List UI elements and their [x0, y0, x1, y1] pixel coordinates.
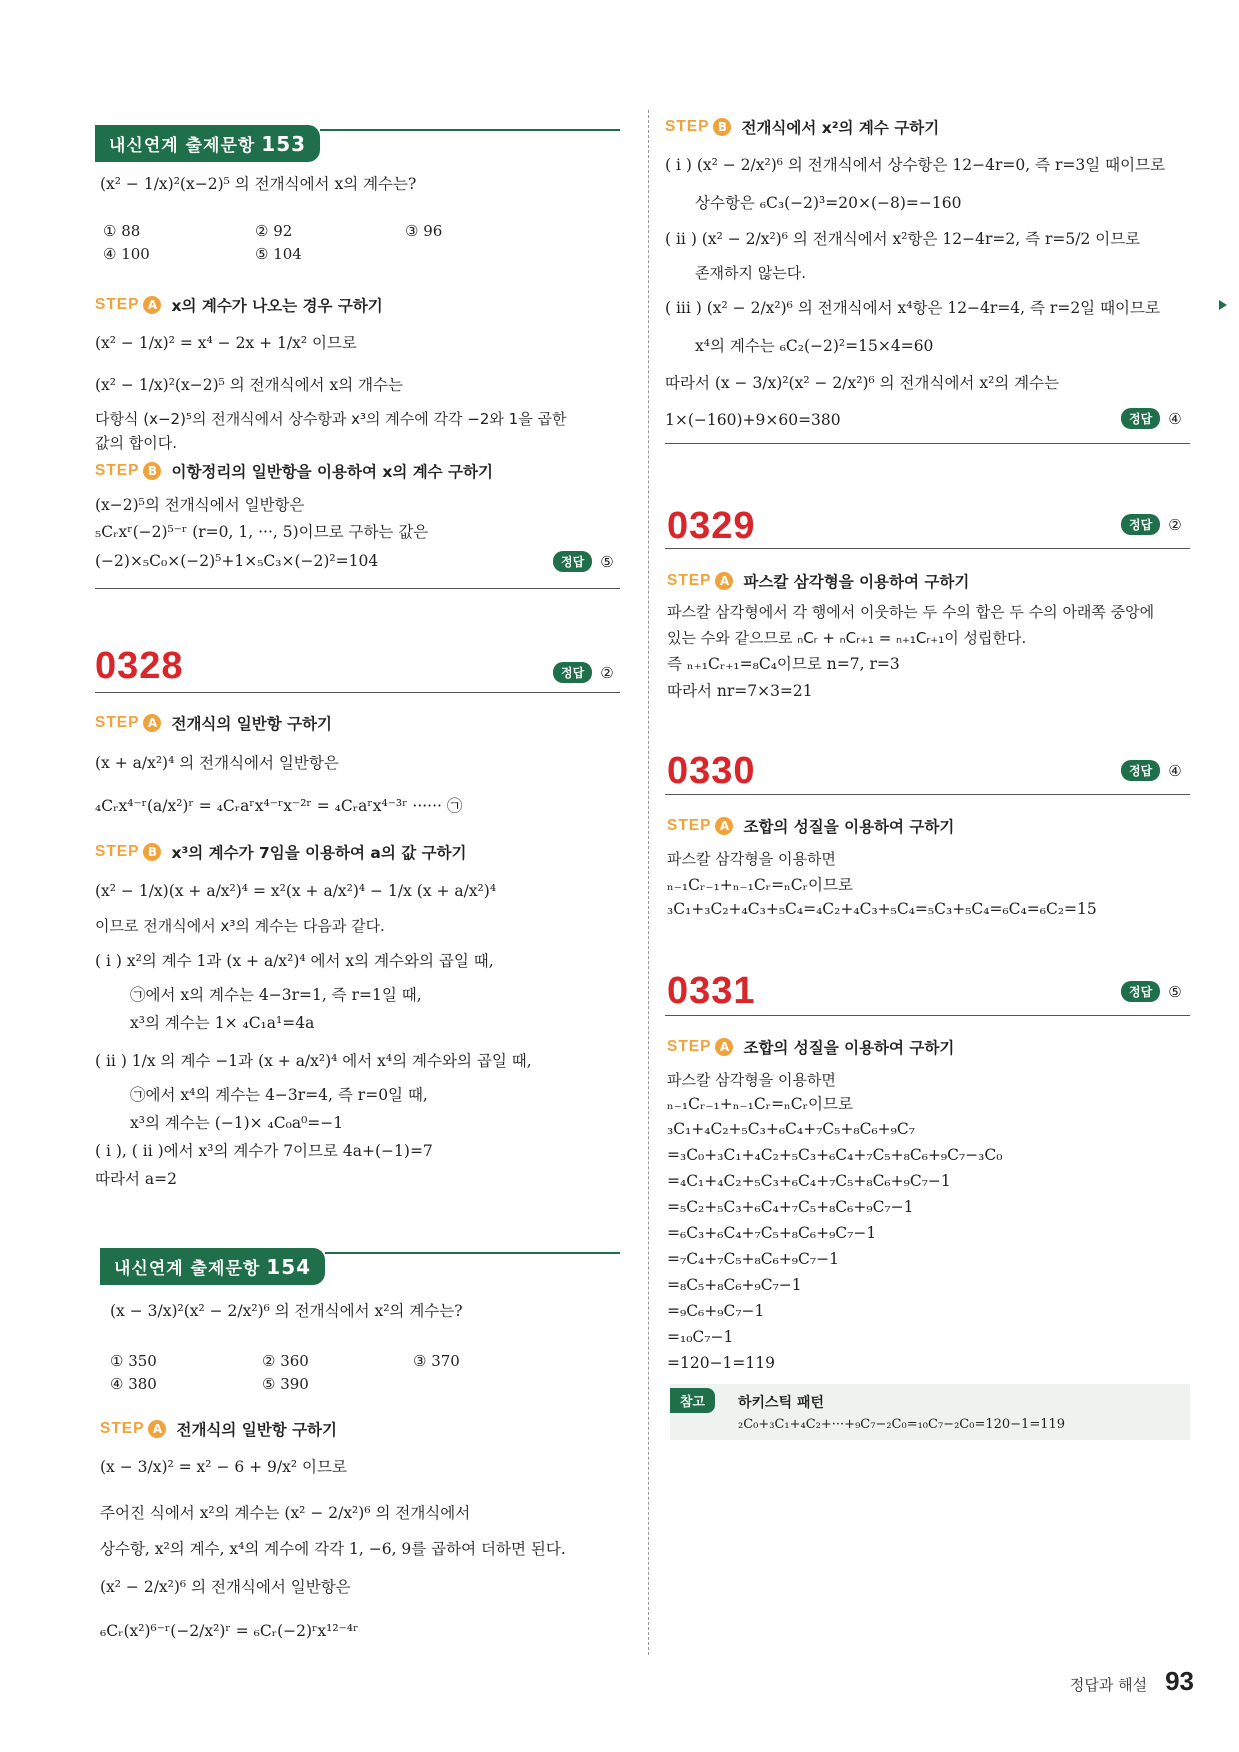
solution-line: 따라서 nr=7×3=21 — [667, 682, 813, 700]
solution-line: (x² − 1/x)²(x−2)⁵ 의 전개식에서 x의 개수는 — [95, 376, 404, 394]
page-edge-marker — [1219, 300, 1227, 310]
step-tag: STEP — [95, 462, 140, 479]
answer-value: ② — [1168, 515, 1182, 534]
step-b-heading — [665, 116, 939, 138]
step-title: x의 계수가 나오는 경우 구하기 — [171, 297, 383, 315]
solution-line: (x² − 1/x)(x + a/x²)⁴ = x²(x + a/x²)⁴ − 1/x (x + a/x²)⁴ — [95, 882, 497, 900]
step-tag: STEP — [95, 843, 140, 860]
step-b-heading — [95, 841, 467, 863]
answer-badge: 정답 — [1121, 408, 1160, 429]
solution-line: 상수항, x²의 계수, x⁴의 계수에 각각 1, −6, 9를 곱하여 더하면 된다. — [100, 1540, 566, 1558]
solution-line: ₆Cᵣ(x²)⁶⁻ʳ(−2/x²)ʳ = ₆Cᵣ(−2)ʳx¹²⁻⁴ʳ — [100, 1622, 359, 1640]
answer-value: ⑤ — [1168, 982, 1182, 1001]
solution-line: 1×(−160)+9×60=380 — [665, 411, 841, 429]
step-title: 전개식의 일반항 구하기 — [171, 715, 333, 733]
solution-line: x³의 계수는 1× ₄C₁a¹=4a — [130, 1014, 315, 1032]
step-tag: STEP — [100, 1420, 145, 1437]
choice-2: ② 92 — [255, 222, 293, 240]
problem-number: 0331 — [667, 970, 756, 1012]
answer-0328 — [553, 662, 614, 683]
solution-line: 따라서 (x − 3/x)²(x² − 2/x²)⁶ 의 전개식에서 x²의 계수는 — [665, 374, 1060, 392]
step-a-heading — [667, 1036, 954, 1058]
step-letter: A — [715, 572, 733, 590]
step-letter: A — [148, 1420, 166, 1438]
solution-line: ₅Cᵣxʳ(−2)⁵⁻ʳ (r=0, 1, ···, 5)이므로 구하는 값은 — [95, 523, 429, 541]
box-label — [100, 1248, 325, 1285]
solution-line: 존재하지 않는다. — [695, 264, 806, 282]
column-divider — [648, 110, 649, 1655]
answer-badge: 정답 — [553, 551, 592, 572]
reference-note — [670, 1384, 1190, 1440]
problem-rule — [95, 692, 620, 693]
problem-number: 0328 — [95, 645, 184, 687]
solution-line: =120−1=119 — [667, 1354, 775, 1372]
page-footer — [1070, 1666, 1194, 1697]
section-divider — [95, 588, 620, 589]
question-153: (x² − 1/x)²(x−2)⁵ 의 전개식에서 x의 계수는? — [100, 175, 417, 193]
solution-line: =₉C₆+₉C₇−1 — [667, 1302, 765, 1320]
step-a-heading — [100, 1418, 337, 1440]
section-divider — [665, 443, 1190, 444]
problem-rule — [665, 1015, 1190, 1016]
solution-line: =₅C₂+₅C₃+₆C₄+₇C₅+₈C₆+₉C₇−1 — [667, 1198, 914, 1216]
solution-line: x³의 계수는 (−1)× ₄C₀a⁰=−1 — [130, 1114, 344, 1132]
solution-line: (x − 3/x)² = x² − 6 + 9/x² 이므로 — [100, 1458, 347, 1476]
choice-4: ④ 100 — [103, 245, 150, 263]
answer-value: ② — [600, 663, 614, 682]
footer-label: 정답과 해설 — [1069, 1676, 1148, 1694]
question-154: (x − 3/x)²(x² − 2/x²)⁶ 의 전개식에서 x²의 계수는? — [110, 1302, 463, 1320]
solution-line: 값의 합이다. — [95, 434, 177, 452]
solution-line: (x² − 2/x²)⁶ 의 전개식에서 일반항은 — [100, 1578, 351, 1596]
solution-line: =₃C₀+₃C₁+₄C₂+₅C₃+₆C₄+₇C₅+₈C₆+₉C₇−₃C₀ — [667, 1146, 1003, 1164]
step-a-heading — [95, 294, 383, 316]
answer-badge: 정답 — [1121, 981, 1160, 1002]
solution-line: ₙ₋₁Cᵣ₋₁+ₙ₋₁Cᵣ=ₙCᵣ이므로 — [667, 876, 853, 894]
solution-line: ㉠에서 x⁴의 계수는 4−3r=4, 즉 r=0일 때, — [130, 1086, 428, 1104]
problem-rule — [665, 548, 1190, 549]
choice-3: ③ 96 — [405, 222, 443, 240]
box-rule — [325, 1252, 620, 1254]
solution-line: =₆C₃+₆C₄+₇C₅+₈C₆+₉C₇−1 — [667, 1224, 877, 1242]
step-title: 조합의 성질을 이용하여 구하기 — [743, 1039, 955, 1057]
step-title: 조합의 성질을 이용하여 구하기 — [743, 818, 955, 836]
solution-line: (−2)×₅C₀×(−2)⁵+1×₅C₃×(−2)²=104 — [95, 552, 379, 570]
step-title: 전개식에서 x²의 계수 구하기 — [741, 119, 940, 137]
step-letter: A — [143, 296, 161, 314]
box-label-text: 내신연계 출제문항 — [109, 136, 256, 156]
choice-5: ⑤ 104 — [255, 245, 302, 263]
problem-number: 0330 — [667, 750, 756, 792]
answer-value: ④ — [1168, 761, 1182, 780]
step-title: x³의 계수가 7임을 이용하여 a의 값 구하기 — [171, 844, 467, 862]
answer-0329 — [1121, 514, 1182, 535]
page-number: 93 — [1165, 1666, 1194, 1696]
step-letter: A — [143, 714, 161, 732]
solution-line: 있는 수와 같으므로 ₙCᵣ + ₙCᵣ₊₁ = ₙ₊₁Cᵣ₊₁이 성립한다. — [667, 629, 1027, 647]
box-154-header — [100, 1248, 620, 1285]
solution-line: 이므로 전개식에서 x³의 계수는 다음과 같다. — [95, 917, 385, 935]
answer-153 — [553, 551, 614, 572]
solution-line: (x + a/x²)⁴ 의 전개식에서 일반항은 — [95, 754, 339, 772]
reference-title: 하키스틱 패턴 — [738, 1395, 825, 1411]
solution-line: ( i ), ( ii )에서 x³의 계수가 7이므로 4a+(−1)=7 — [95, 1142, 433, 1160]
box-number: 154 — [266, 1255, 312, 1279]
solution-line: =₄C₁+₄C₂+₅C₃+₆C₄+₇C₅+₈C₆+₉C₇−1 — [667, 1172, 951, 1190]
step-tag: STEP — [665, 118, 710, 135]
choice-5: ⑤ 390 — [262, 1375, 309, 1393]
step-title: 전개식의 일반항 구하기 — [176, 1421, 338, 1439]
step-letter: A — [715, 817, 733, 835]
solution-line: =₁₀C₇−1 — [667, 1328, 734, 1346]
step-tag: STEP — [667, 572, 712, 589]
solution-line: ( ii ) 1/x 의 계수 −1과 (x + a/x²)⁴ 에서 x⁴의 계수와의 곱일 때, — [95, 1052, 532, 1070]
reference-tag: 참고 — [670, 1388, 715, 1413]
solution-line: ( i ) x²의 계수 1과 (x + a/x²)⁴ 에서 x의 계수와의 곱일 때, — [95, 952, 494, 970]
step-b-heading — [95, 460, 493, 482]
choice-4: ④ 380 — [110, 1375, 157, 1393]
solution-line: 파스칼 삼각형을 이용하면 — [667, 850, 836, 868]
step-title: 이항정리의 일반항을 이용하여 x의 계수 구하기 — [171, 463, 493, 481]
problem-rule — [665, 794, 1190, 795]
solution-line: 상수항은 ₆C₃(−2)³=20×(−8)=−160 — [695, 194, 962, 212]
solution-line: (x² − 1/x)² = x⁴ − 2x + 1/x² 이므로 — [95, 334, 357, 352]
choice-1: ① 88 — [103, 222, 141, 240]
solution-line: 즉 ₙ₊₁Cᵣ₊₁=₈C₄이므로 n=7, r=3 — [667, 655, 900, 673]
answer-0330 — [1121, 760, 1182, 781]
step-letter: A — [715, 1038, 733, 1056]
step-tag: STEP — [667, 1038, 712, 1055]
answer-badge: 정답 — [553, 662, 592, 683]
solution-line: 다항식 (x−2)⁵의 전개식에서 상수항과 x³의 계수에 각각 −2와 1을 곱한 — [95, 410, 567, 428]
solution-line: ( i ) (x² − 2/x²)⁶ 의 전개식에서 상수항은 12−4r=0, 즉 r=3일 때이므로 — [665, 156, 1166, 174]
solution-line: ㉠에서 x의 계수는 4−3r=1, 즉 r=1일 때, — [130, 986, 422, 1004]
problem-number: 0329 — [667, 505, 756, 547]
answer-0331 — [1121, 981, 1182, 1002]
solution-line: =₇C₄+₇C₅+₈C₆+₉C₇−1 — [667, 1250, 839, 1268]
answer-154 — [1121, 408, 1182, 429]
choice-2: ② 360 — [262, 1352, 309, 1370]
answer-badge: 정답 — [1121, 760, 1160, 781]
solution-line: 파스칼 삼각형을 이용하면 — [667, 1071, 836, 1089]
solution-line: (x−2)⁵의 전개식에서 일반항은 — [95, 496, 305, 514]
solution-line: ( ii ) (x² − 2/x²)⁶ 의 전개식에서 x²항은 12−4r=2, 즉 r=5/2 이므로 — [665, 230, 1141, 248]
box-label — [95, 125, 320, 162]
box-153-header — [95, 125, 620, 162]
step-a-heading — [95, 712, 332, 734]
step-letter: B — [143, 843, 161, 861]
solution-line: x⁴의 계수는 ₆C₂(−2)²=15×4=60 — [695, 337, 934, 355]
solution-line: 따라서 a=2 — [95, 1170, 177, 1188]
solution-line: ( iii ) (x² − 2/x²)⁶ 의 전개식에서 x⁴항은 12−4r=4, 즉 r=2일 때이므로 — [665, 299, 1160, 317]
step-tag: STEP — [95, 296, 140, 313]
step-tag: STEP — [95, 714, 140, 731]
solution-line: ₃C₁+₃C₂+₄C₃+₅C₄=₄C₂+₄C₃+₅C₄=₅C₃+₅C₄=₆C₄=₆C₂=15 — [667, 900, 1097, 918]
box-rule — [320, 129, 620, 131]
step-tag: STEP — [667, 817, 712, 834]
step-letter: B — [143, 462, 161, 480]
solution-line: ₙ₋₁Cᵣ₋₁+ₙ₋₁Cᵣ=ₙCᵣ이므로 — [667, 1095, 853, 1113]
solution-line: ₃C₁+₄C₂+₅C₃+₆C₄+₇C₅+₈C₆+₉C₇ — [667, 1120, 915, 1138]
step-letter: B — [713, 118, 731, 136]
reference-line: ₂C₀+₃C₁+₄C₂+···+₉C₇−₂C₀=₁₀C₇−₂C₀=120−1=119 — [738, 1417, 1066, 1432]
step-a-heading — [667, 570, 969, 592]
box-label-text: 내신연계 출제문항 — [114, 1259, 261, 1279]
step-a-heading — [667, 815, 954, 837]
answer-value: ④ — [1168, 409, 1182, 428]
solution-line: 파스칼 삼각형에서 각 행에서 이웃하는 두 수의 합은 두 수의 아래쪽 중앙에 — [667, 603, 1155, 621]
choice-1: ① 350 — [110, 1352, 157, 1370]
answer-badge: 정답 — [1121, 514, 1160, 535]
choice-3: ③ 370 — [413, 1352, 460, 1370]
solution-line: ₄Cᵣx⁴⁻ʳ(a/x²)ʳ = ₄Cᵣaʳx⁴⁻ʳx⁻²ʳ = ₄Cᵣaʳx⁴⁻³ʳ ······ ㉠ — [95, 797, 463, 815]
step-title: 파스칼 삼각형을 이용하여 구하기 — [743, 573, 970, 591]
solution-line: 주어진 식에서 x²의 계수는 (x² − 2/x²)⁶ 의 전개식에서 — [100, 1504, 471, 1522]
solution-line: =₈C₅+₈C₆+₉C₇−1 — [667, 1276, 802, 1294]
answer-value: ⑤ — [600, 552, 614, 571]
box-number: 153 — [261, 132, 307, 156]
